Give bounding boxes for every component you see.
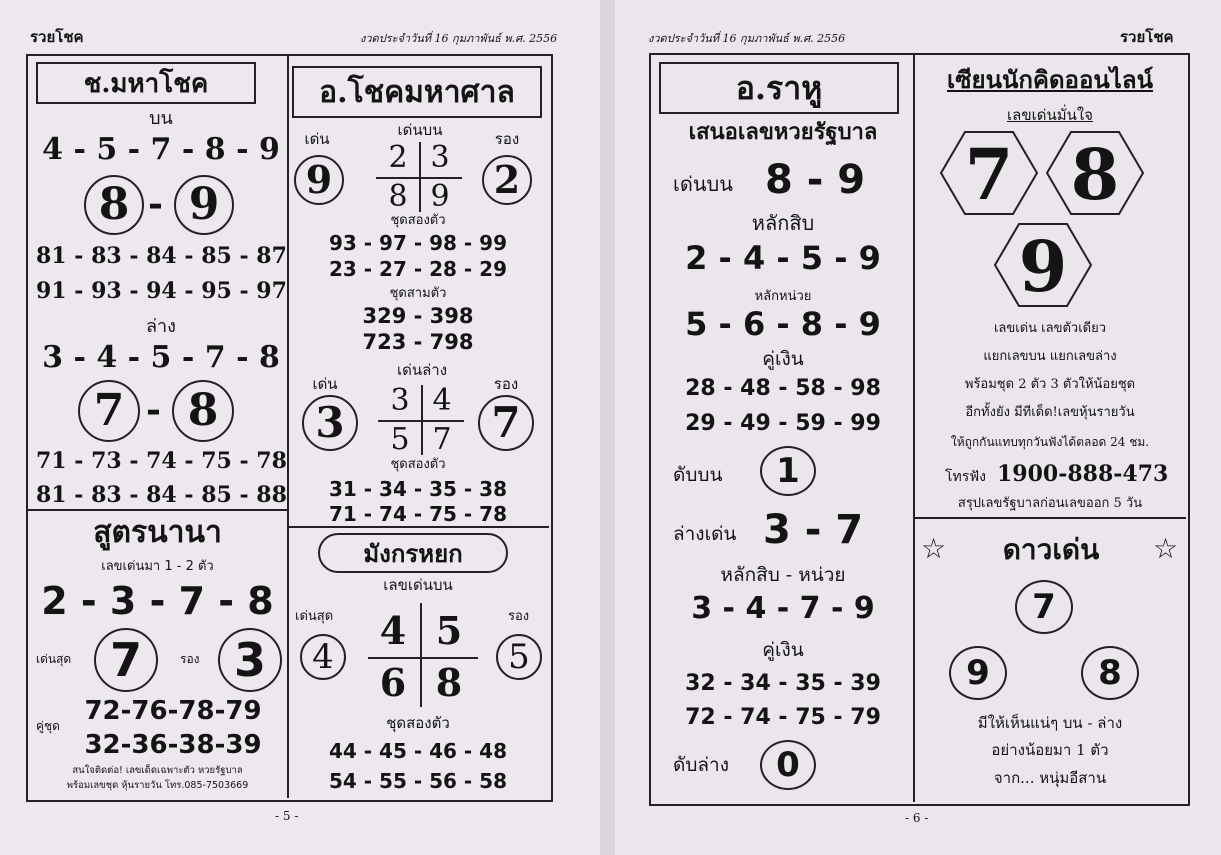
sutr-nana-pair-label: คู่ชุด: [36, 719, 60, 733]
right-page: [615, 0, 1221, 855]
sutr-nana-second-label: รอง: [180, 652, 200, 666]
rahu-dab-upper-value: 1: [760, 446, 816, 496]
chok-upper-main-value: 9: [294, 155, 344, 205]
mangkorn-yok-subtitle: เลขเด่นบน: [383, 576, 453, 594]
right-column-section-divider: [914, 517, 1186, 519]
chok-upper-grid-cell: 2: [388, 140, 408, 175]
chok-lower-two-label: ชุดสองตัว: [390, 457, 446, 472]
mangkorn-row2: 54 - 55 - 56 - 58: [328, 769, 507, 793]
chok-lower-main-value: 3: [302, 395, 358, 451]
chok-three-digit-row1: 329 - 398: [362, 304, 474, 328]
chok-upper-second-label: รอง: [494, 130, 520, 148]
dao-star-left-icon: ☆: [921, 532, 947, 565]
maha-chok-upper-digits: 4 - 5 - 7 - 8 - 9: [42, 132, 280, 167]
rahu-upper-value: 8 - 9: [765, 157, 866, 203]
rahu-tens-digits: 2 - 4 - 5 - 9: [685, 239, 881, 277]
dao-star-right-icon: ☆: [1153, 532, 1179, 565]
sian-line3: พร้อมชุด 2 ตัว 3 ตัวให้น้อยชุด: [964, 377, 1136, 392]
rahu-dab-lower-label: ดับล่าง: [673, 754, 729, 776]
maha-chok-lower-circle-a: 7: [78, 380, 140, 442]
chok-lower-two-row1: 31 - 34 - 35 - 38: [328, 477, 507, 501]
mangkorn-second-label: รอง: [508, 609, 530, 624]
dao-line2: อย่างน้อยมา 1 ตัว: [991, 741, 1109, 759]
sian-line4: อีกทั้งยัง มีทีเด็ด!เลขหุ้นรายวัน: [965, 405, 1135, 420]
sian-title: เซียนนักคิดออนไลน์: [947, 65, 1153, 94]
mangkorn-grid-vline: [420, 603, 422, 707]
rahu-pair-label: คู่เงิน: [762, 348, 804, 370]
maha-chok-upper-row2: 91 - 93 - 94 - 95 - 97: [36, 278, 287, 304]
chok-upper-center-label: เด่นบน: [397, 121, 443, 139]
right-column-divider: [913, 55, 915, 802]
chok-two-digit-row1: 93 - 97 - 98 - 99: [328, 231, 507, 255]
left-header-title: รวยโชค: [30, 28, 84, 46]
sutr-nana-pair-row2: 32-36-38-39: [84, 730, 262, 760]
rahu-lower-value: 3 - 7: [763, 507, 864, 553]
dao-line1: มีให้เห็นแน่ๆ บน - ล่าง: [977, 714, 1123, 732]
chok-upper-second-value: 2: [482, 155, 532, 205]
chok-lower-grid-cell: 3: [390, 383, 410, 418]
rahu-units-digits: 5 - 6 - 8 - 9: [685, 305, 881, 343]
rahu-tens-units-digits: 3 - 4 - 7 - 9: [691, 591, 875, 626]
rahu-pair-row1: 28 - 48 - 58 - 98: [685, 376, 881, 401]
dao-line3: จาก... หนุ่มอีสาน: [993, 769, 1107, 787]
sutr-nana-footer2: พร้อมเลขชุด หุ้นรายวัน โทร.085-7503669: [66, 780, 249, 791]
maha-chok-upper-circle-b: 9: [174, 175, 234, 235]
left-page-number: - 5 -: [275, 809, 299, 823]
left-header-date: งวดประจำวันที่ 16 กุมภาพันธ์ พ.ศ. 2556: [360, 32, 558, 45]
mangkorn-grid-cell: 4: [379, 608, 407, 653]
maha-chok-lower-row1: 71 - 73 - 74 - 75 - 78: [36, 448, 287, 474]
dao-right-value: 8: [1081, 646, 1139, 700]
mangkorn-main-value: 4: [300, 634, 346, 680]
maha-chok-upper-row1: 81 - 83 - 84 - 85 - 87: [36, 243, 287, 269]
sian-phone: 1900-888-473: [997, 461, 1169, 487]
rahu-pair2-row2: 72 - 74 - 75 - 79: [685, 705, 881, 730]
chok-lower-main-label: เด่น: [312, 375, 338, 393]
chok-three-digit-label: ชุดสามตัว: [389, 286, 447, 301]
dao-top-value: 7: [1015, 580, 1073, 634]
sian-line2: แยกเลขบน แยกเลขล่าง: [983, 349, 1117, 364]
sutr-nana-subtitle: เลขเด่นมา 1 - 2 ตัว: [101, 559, 214, 574]
rahu-dab-lower-value: 0: [760, 740, 816, 790]
chok-upper-main-label: เด่น: [304, 130, 330, 148]
right-header-title: รวยโชค: [1120, 28, 1174, 46]
chok-lower-grid-cell: 5: [390, 422, 410, 457]
chok-lower-two-row2: 71 - 74 - 75 - 78: [328, 502, 507, 526]
mangkorn-main-label: เด่นสุด: [295, 609, 334, 624]
right-header-date: งวดประจำวันที่ 16 กุมภาพันธ์ พ.ศ. 2556: [648, 32, 846, 45]
mangkorn-grid-cell: 8: [435, 660, 463, 705]
rahu-pair2-row1: 32 - 34 - 35 - 39: [685, 671, 881, 696]
maha-chok-upper-label: บน: [149, 108, 173, 129]
sian-line5: ให้ถูกกันแทบทุกวันฟังได้ตลอด 24 ชม.: [950, 435, 1150, 449]
maha-chok-lower-label: ล่าง: [146, 316, 176, 337]
sutr-nana-digits: 2 - 3 - 7 - 8: [41, 579, 274, 623]
maha-chok-upper-dash: -: [148, 183, 163, 225]
sian-hex2-value: 8: [1070, 133, 1120, 216]
sian-hex3-value: 9: [1018, 225, 1068, 308]
rahu-title: อ.ราหู: [659, 62, 899, 114]
chok-upper-grid-cell: 8: [388, 179, 408, 214]
chok-lower-second-label: รอง: [493, 375, 519, 393]
sian-line6: สรุปเลขรัฐบาลก่อนเลขออก 5 วัน: [957, 496, 1143, 511]
chok-two-digit-label: ชุดสองตัว: [390, 213, 446, 228]
chok-lower-grid-cell: 4: [432, 383, 452, 418]
sutr-nana-title: สูตรนานา: [93, 515, 222, 550]
maha-chok-upper-circle-a: 8: [84, 175, 144, 235]
chok-two-digit-row2: 23 - 27 - 28 - 29: [328, 257, 507, 281]
mangkorn-grid-cell: 6: [379, 660, 407, 705]
rahu-tens-label: หลักสิบ: [751, 211, 815, 235]
sian-phone-label: โทรฟัง: [945, 469, 987, 485]
left-section-divider: [28, 509, 287, 511]
mangkorn-yok-title: มังกรหยก: [318, 533, 508, 573]
dao-den-title: ดาวเด่น: [1002, 533, 1100, 566]
rahu-tens-units-label: หลักสิบ - หน่วย: [720, 564, 846, 586]
mangkorn-grid-hline: [368, 657, 478, 659]
maha-chok-lower-circle-b: 8: [172, 380, 234, 442]
sian-line1: เลขเด่น เลขตัวเดียว: [993, 321, 1107, 336]
dao-left-value: 9: [949, 646, 1007, 700]
chok-maha-san-title: อ.โชคมหาศาล: [292, 66, 542, 118]
rahu-pair-row2: 29 - 49 - 59 - 99: [685, 411, 881, 436]
mangkorn-two-digit-label: ชุดสองตัว: [386, 714, 450, 732]
chok-upper-grid-cell: 3: [430, 140, 450, 175]
maha-chok-lower-row2: 81 - 83 - 84 - 85 - 88: [36, 482, 287, 508]
chok-three-digit-row2: 723 - 798: [362, 330, 474, 354]
sutr-nana-footer1: สนใจติดต่อ! เลขเด็ดเฉพาะตัว หวยรัฐบาล: [72, 765, 243, 776]
sutr-nana-second-value: 3: [218, 628, 282, 692]
rahu-lower-label: ล่างเด่น: [673, 523, 737, 545]
maha-chok-lower-digits: 3 - 4 - 5 - 7 - 8: [42, 340, 280, 375]
chok-lower-grid-cell: 7: [432, 422, 452, 457]
rahu-subtitle: เสนอเลขหวยรัฐบาล: [688, 120, 878, 145]
chok-upper-grid-cell: 9: [430, 179, 450, 214]
chok-lower-center-label: เด่นล่าง: [396, 361, 448, 379]
left-page: [0, 0, 600, 855]
chok-lower-second-value: 7: [478, 395, 534, 451]
mangkorn-row1: 44 - 45 - 46 - 48: [328, 739, 507, 763]
rahu-units-label: หลักหน่วย: [754, 289, 812, 304]
rahu-pair2-label: คู่เงิน: [762, 639, 804, 661]
left-right-column-divider: [288, 526, 549, 528]
right-page-number: - 6 -: [905, 811, 929, 825]
rahu-upper-label: เด่นบน: [673, 172, 733, 196]
sian-subtitle: เลขเด่นมั่นใจ: [1007, 106, 1093, 124]
maha-chok-title: ช.มหาโชค: [36, 62, 256, 104]
sian-hex1-value: 7: [964, 133, 1014, 216]
mangkorn-grid-cell: 5: [435, 608, 463, 653]
mangkorn-second-value: 5: [496, 634, 542, 680]
sutr-nana-main-label: เด่นสุด: [36, 652, 72, 666]
rahu-dab-upper-label: ดับบน: [673, 464, 723, 486]
sutr-nana-main-value: 7: [94, 628, 158, 692]
maha-chok-lower-dash: -: [146, 389, 161, 431]
sutr-nana-pair-row1: 72-76-78-79: [84, 696, 262, 726]
left-column-divider: [287, 56, 289, 798]
